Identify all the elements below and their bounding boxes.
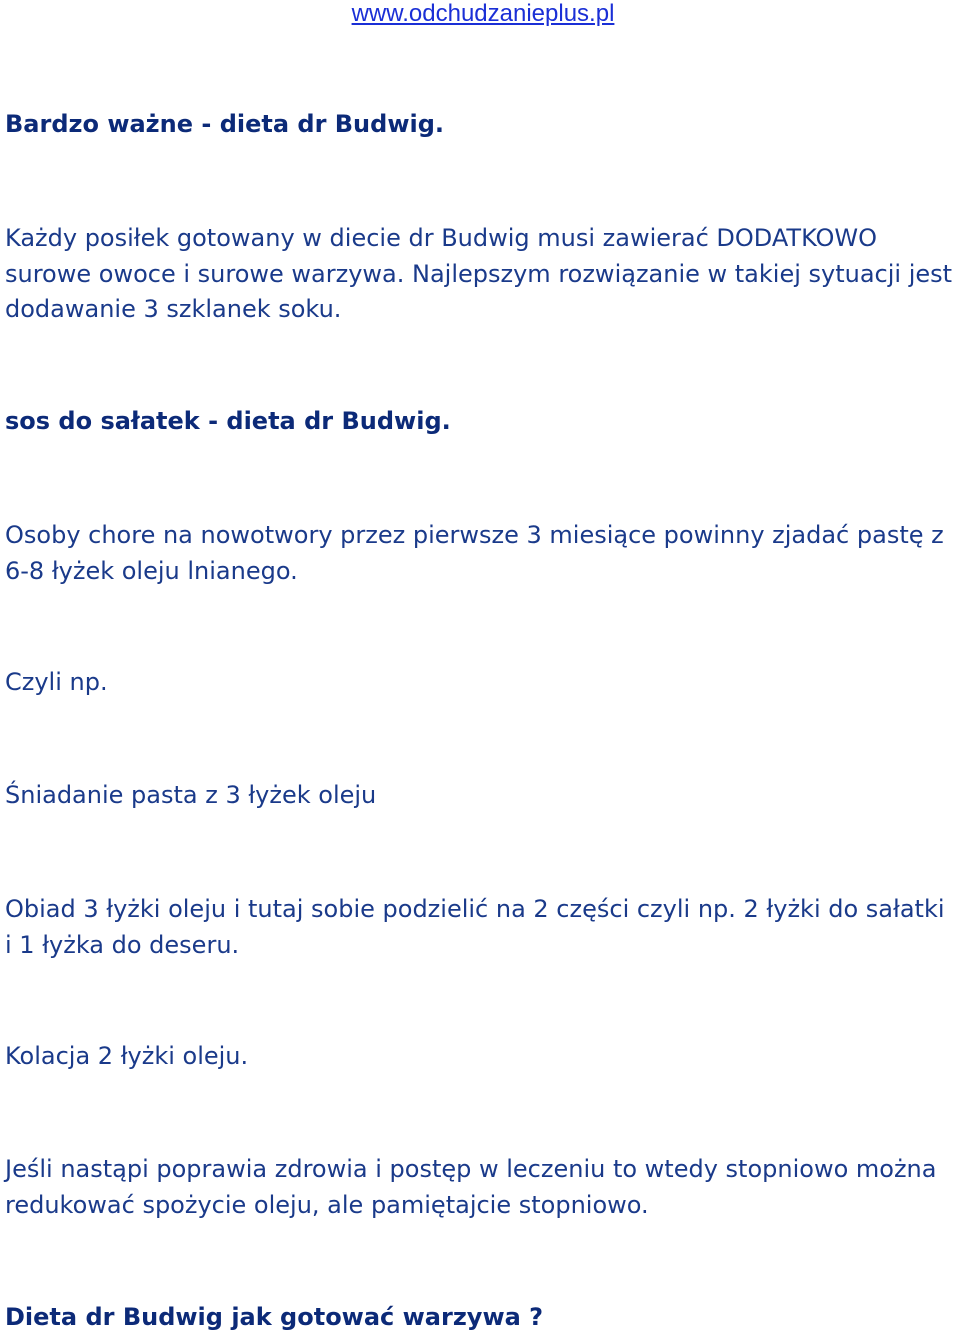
- heading-how-to-cook-vegetables: Dieta dr Budwig jak gotować warzywa ?: [5, 1303, 544, 1331]
- paragraph-raw-fruits-vegetables: Każdy posiłek gotowany w diecie dr Budwig musi zawierać DODATKOWO surowe owoce i surowe warzywa. Najlepszym rozwiązanie w takiej sytuacji jest dodawanie 3 szklanek soku.: [5, 224, 953, 323]
- paragraph-breakfast: Śniadanie pasta z 3 łyżek oleju: [5, 781, 377, 809]
- heading-important-budwig-diet: Bardzo ważne - dieta dr Budwig.: [5, 110, 445, 138]
- paragraph-for-example: Czyli np.: [5, 668, 108, 696]
- paragraph-linseed-oil-paste: Osoby chore na nowotwory przez pierwsze 3 miesiące powinny zjadać pastę z 6-8 łyżek oleju lnianego.: [5, 521, 944, 585]
- paragraph-reduce-oil: Jeśli nastąpi poprawia zdrowia i postęp w leczeniu to wtedy stopniowo można redukować spożycie oleju, ale pamiętajcie stopniowo.: [5, 1155, 937, 1219]
- heading-salad-dressing: sos do sałatek - dieta dr Budwig.: [5, 407, 451, 435]
- paragraph-dinner: Kolacja 2 łyżki oleju.: [5, 1042, 249, 1070]
- site-link[interactable]: www.odchudzanieplus.pl: [351, 0, 615, 27]
- paragraph-lunch: Obiad 3 łyżki oleju i tutaj sobie podzielić na 2 części czyli np. 2 łyżki do sałatki i 1 łyżka do deseru.: [5, 895, 945, 959]
